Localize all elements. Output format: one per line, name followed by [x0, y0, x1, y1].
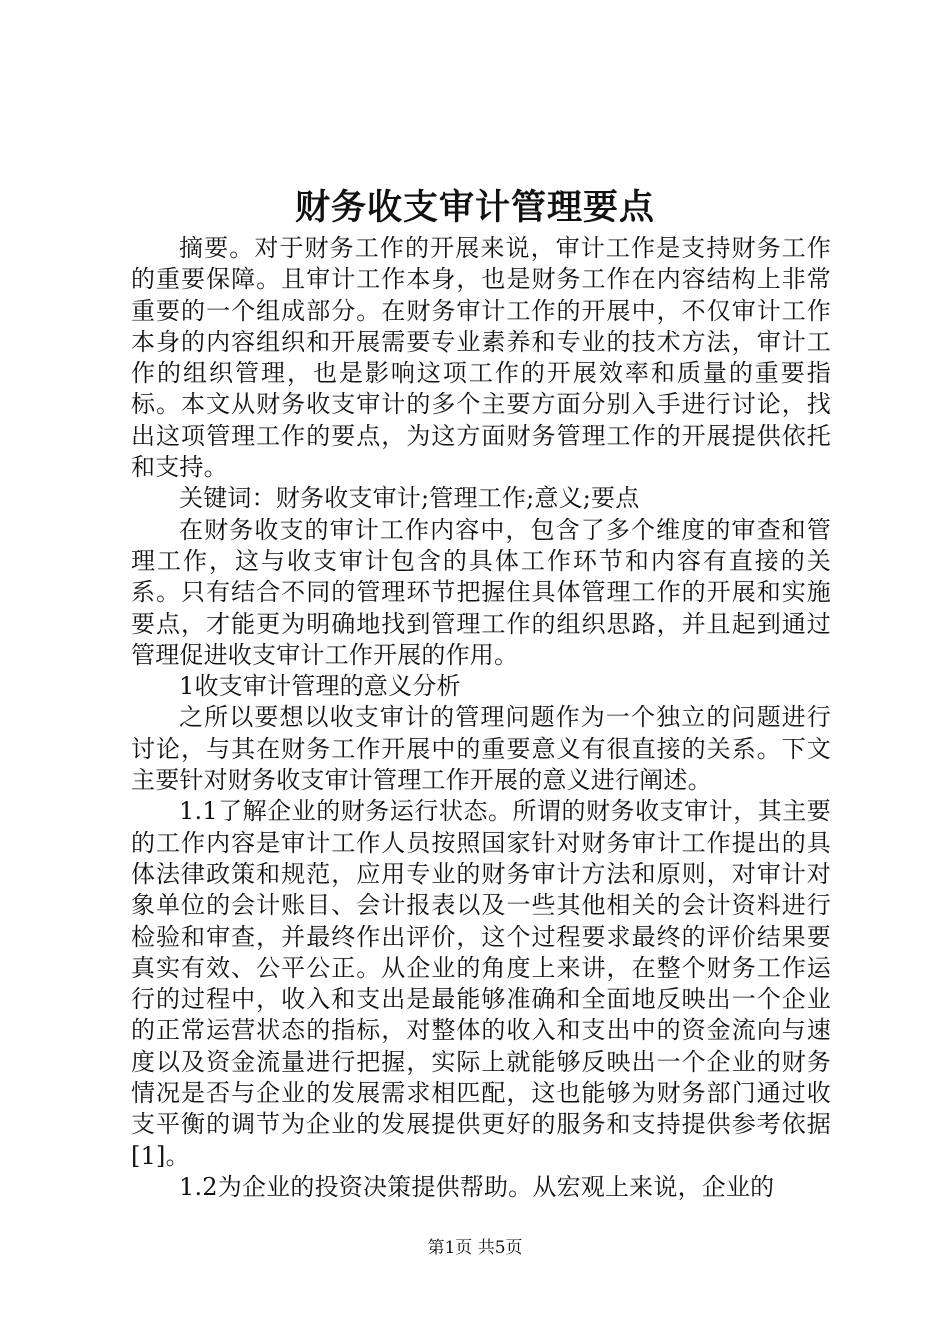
subsection-paragraph: 1.2为企业的投资决策提供帮助。从宏观上来说，企业的 — [179, 1172, 775, 1201]
intro-paragraph: 在财务收支的审计工作内容中，包含了多个维度的审查和管理工作，这与收支审计包含的具体工作环节和内容有直接的关系。只有结合不同的管理环节把握住具体管理工作的开展和实施要点，才能更为明确地找到管理工作的组织思路，并且起到通过管理促进收支审计工作开展的作用。 — [131, 515, 831, 669]
keywords-paragraph: 关键词：财务收支审计;管理工作;意义;要点 — [179, 484, 640, 513]
section-intro-paragraph: 之所以要想以收支审计的管理问题作为一个独立的问题进行讨论，与其在财务工作开展中的重要意义有很直接的关系。下文主要针对财务收支审计管理工作开展的意义进行阐述。 — [131, 703, 831, 795]
abstract-paragraph: 摘要。对于财务工作的开展来说，审计工作是支持财务工作的重要保障。且审计工作本身，也是财务工作在内容结构上非常重要的一个组成部分。在财务审计工作的开展中，不仅审计工作本身的内容组织和开展需要专业素养和专业的技术方法，审计工作的组织管理，也是影响这项工作的开展效率和质量的重要指标。本文从财务收支审计的多个主要方面分别入手进行讨论，找出这项管理工作的要点，为这方面财务管理工作的开展提供依托和支持。 — [131, 234, 831, 482]
subsection-paragraph: 1.1了解企业的财务运行状态。所谓的财务收支审计，其主要的工作内容是审计工作人员按照国家针对财务审计工作提出的具体法律政策和规范，应用专业的财务审计方法和原则，对审计对象单位的会计账目、会计报表以及一些其他相关的会计资料进行检验和审查，并最终作出评价，这个过程要求最终的评价结果要真实有效、公平公正。从企业的角度上来讲，在整个财务工作运行的过程中，收入和支出是最能够准确和全面地反映出一个企业的正常运营状态的指标，对整体的收入和支出中的资金流向与速度以及资金流量进行把握，实际上就能够反映出一个企业的财务情况是否与企业的发展需求相匹配，这也能够为财务部门通过收支平衡的调节为企业的发展提供更好的服务和支持提供参考依据[1]。 — [131, 797, 831, 1170]
page-footer: 第1页 共5页 — [427, 1238, 523, 1258]
document-body — [131, 233, 831, 1203]
page-title: 财务收支审计管理要点 — [294, 188, 655, 228]
section-heading: 1收支审计管理的意义分析 — [179, 672, 461, 701]
